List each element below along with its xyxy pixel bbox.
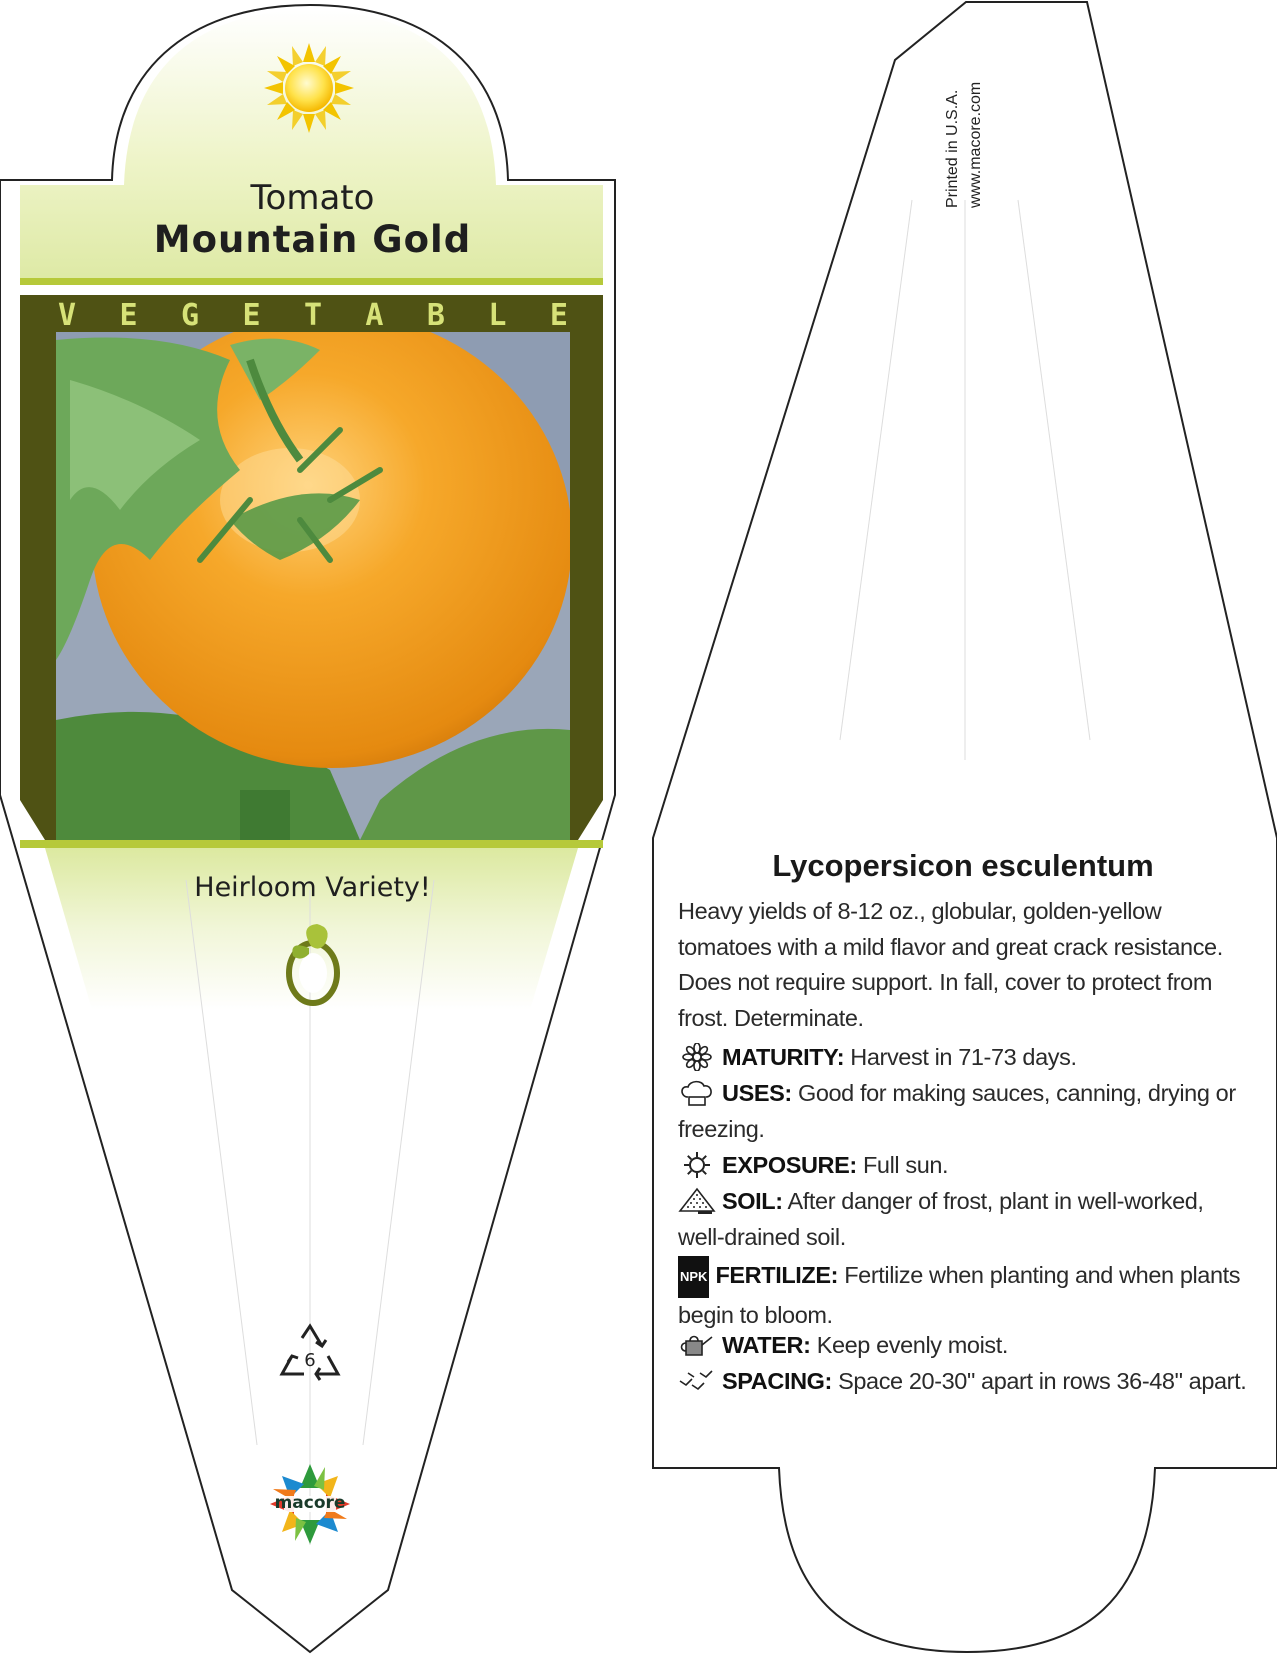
- category-letter: G: [180, 298, 200, 333]
- category-letter: V: [58, 298, 77, 333]
- care-spacing: [678, 1364, 1248, 1400]
- care-uses: [678, 1076, 1248, 1147]
- watering-can-icon: [678, 1331, 716, 1359]
- care-label: SOIL:: [722, 1188, 783, 1214]
- category-letter: E: [119, 298, 138, 333]
- common-name: Tomato: [250, 178, 375, 218]
- category-letter: L: [488, 298, 507, 333]
- sun-icon: [264, 43, 354, 133]
- website: www.macore.com: [967, 81, 984, 208]
- variety-name: Mountain Gold: [153, 218, 472, 261]
- tomato-photo: [56, 312, 572, 840]
- banner-rule: [20, 278, 603, 285]
- care-fertilize: [678, 1256, 1248, 1333]
- printed-in: Printed in U.S.A.: [944, 89, 961, 208]
- care-text: Full sun.: [862, 1152, 949, 1178]
- category-label: [58, 298, 568, 333]
- tagline: Heirloom Variety!: [194, 872, 431, 903]
- botanical-name: Lycopersicon esculentum: [772, 848, 1154, 883]
- care-water: [678, 1328, 1248, 1364]
- category-letter: E: [242, 298, 261, 333]
- care-exposure: [678, 1148, 1248, 1184]
- spacing-icon: [678, 1367, 716, 1395]
- care-maturity: [678, 1040, 1248, 1076]
- care-text: Keep evenly moist.: [816, 1332, 1009, 1358]
- care-text: Harvest in 71-73 days.: [850, 1044, 1077, 1070]
- care-text: After danger of frost, plant in well-worked, well-drained soil.: [678, 1188, 1204, 1250]
- description: Heavy yields of 8-12 oz., globular, golden-yellow tomatoes with a mild flavor and great crack resistance. Does not require support. In fall, cover to protect from frost. Determinate.: [678, 898, 1223, 1031]
- care-label: SPACING:: [722, 1368, 832, 1394]
- recycle-code: 6: [304, 1350, 316, 1371]
- chef-hat-icon: [678, 1079, 716, 1107]
- care-label: EXPOSURE:: [722, 1152, 857, 1178]
- care-text: Fertilize when planting and when plants begin to bloom.: [678, 1262, 1241, 1328]
- flower-icon: [678, 1043, 716, 1071]
- category-letter: E: [549, 298, 568, 333]
- care-label: MATURITY:: [722, 1044, 845, 1070]
- care-text: Good for making sauces, canning, drying or freezing.: [678, 1080, 1236, 1142]
- category-letter: A: [365, 298, 384, 333]
- category-letter: T: [303, 298, 322, 333]
- care-text: Space 20-30" apart in rows 36-48" apart.: [838, 1368, 1247, 1394]
- brand-name: macore: [274, 1493, 346, 1513]
- soil-icon: [678, 1187, 716, 1215]
- care-soil: [678, 1184, 1248, 1255]
- care-label: WATER:: [722, 1332, 811, 1358]
- care-label: USES:: [722, 1080, 792, 1106]
- category-letter: B: [426, 298, 445, 333]
- care-label: FERTILIZE:: [715, 1262, 839, 1288]
- npk-icon: NPK: [678, 1256, 709, 1298]
- sun-outline-icon: [678, 1151, 716, 1179]
